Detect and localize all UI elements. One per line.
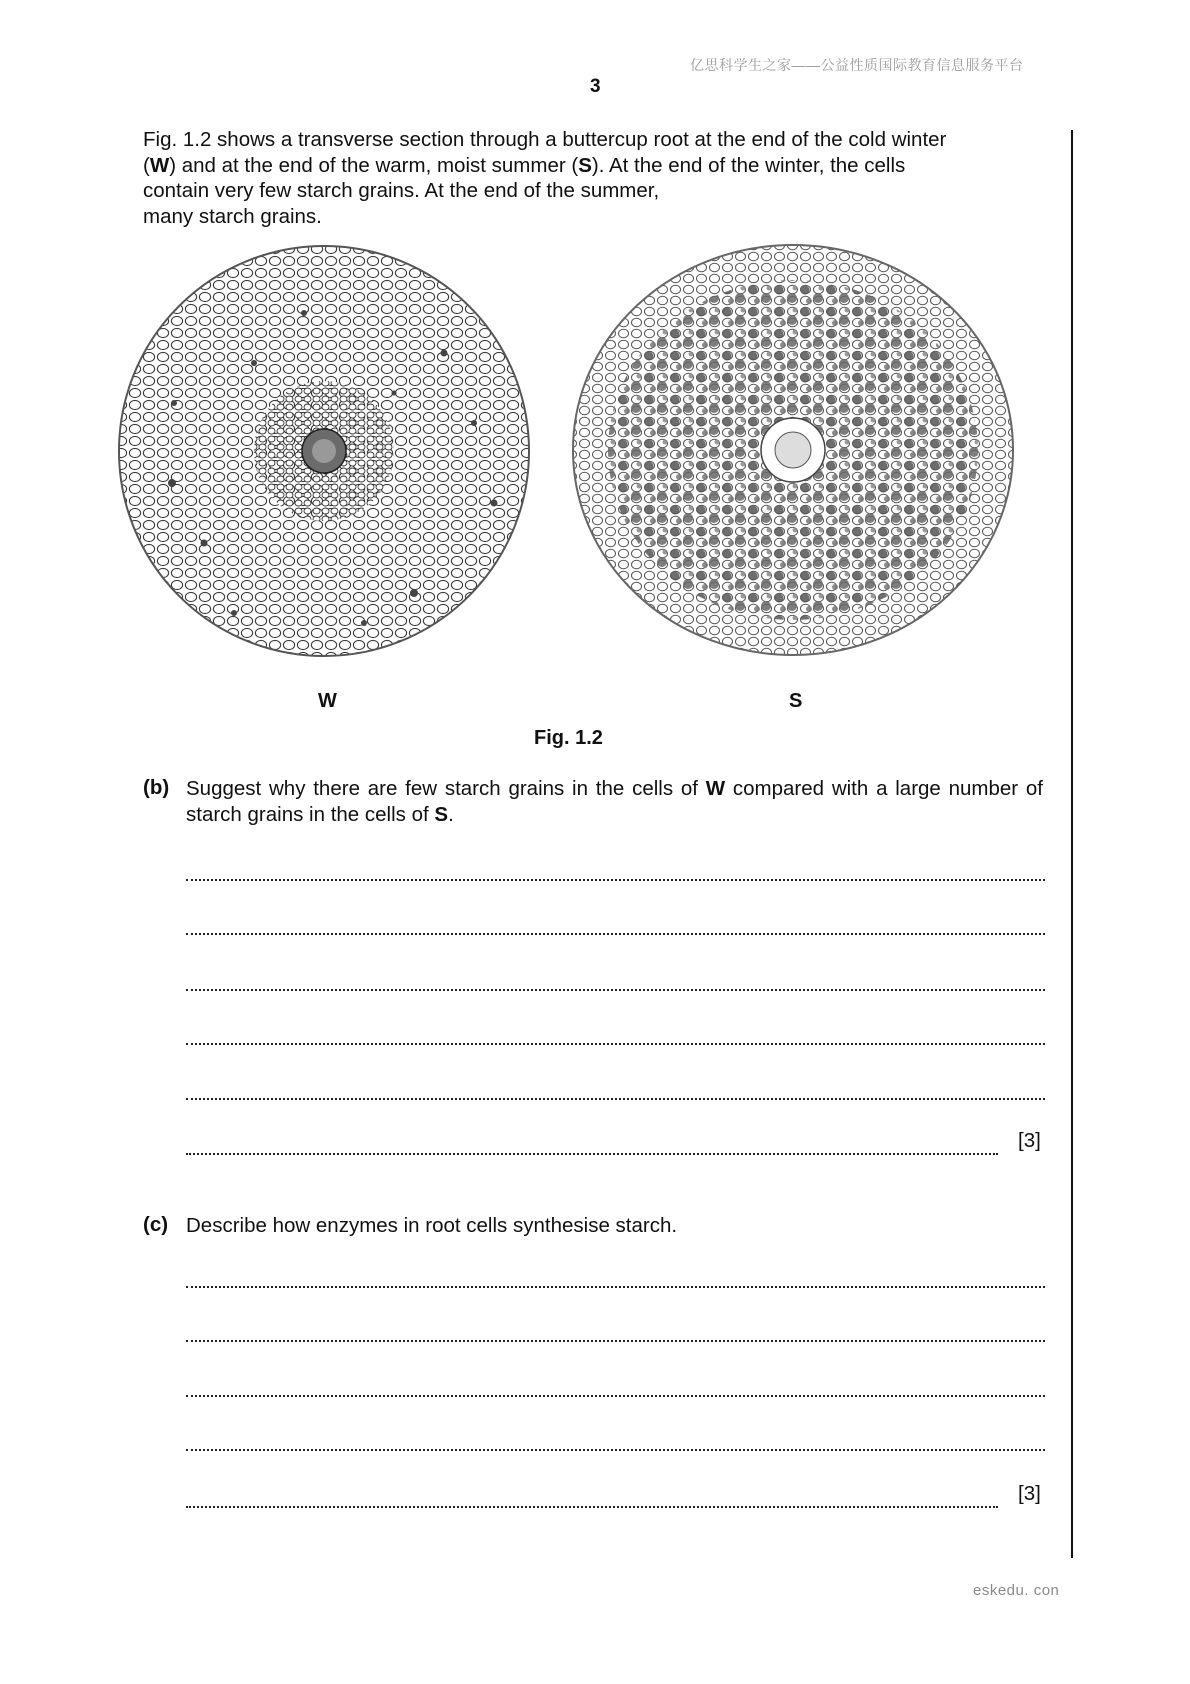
page-number: 3 [590, 76, 601, 97]
intro-line-3: contain very few starch grains. At the end of the summer, [143, 179, 660, 202]
question-c-text: Describe how enzymes in root cells synthesise starch. [186, 1214, 678, 1237]
answer-line-b-6[interactable] [186, 1153, 998, 1155]
intro-w-bold: W [149, 153, 170, 177]
question-b-w-bold: W [705, 777, 726, 800]
answer-line-b-2[interactable] [186, 933, 1045, 935]
answer-line-b-4[interactable] [186, 1043, 1045, 1045]
watermark-text: 亿思科学生之家——公益性质国际教育信息服务平台 [690, 57, 1024, 73]
intro-s-bold: S [578, 153, 592, 177]
figure-label-w: W [318, 690, 337, 712]
answer-line-c-1[interactable] [186, 1286, 1045, 1288]
answer-line-c-5[interactable] [186, 1506, 998, 1508]
question-c-letter: (c) [143, 1213, 169, 1236]
intro-line-1: Fig. 1.2 shows a transverse section through a buttercup root at the end of the cold winter [143, 128, 947, 151]
margin-rule [1071, 130, 1073, 1558]
intro-line-4: many starch grains. [143, 204, 322, 228]
question-b-text: Suggest why there are few starch grains in the cells of W compared with a large number of starch grains in the cells of S. [186, 777, 1043, 826]
figure-label-s: S [789, 690, 803, 712]
footer-site-text: eskedu. con [973, 1582, 1060, 1599]
answer-line-b-1[interactable] [186, 879, 1045, 881]
figure-caption: Fig. 1.2 [534, 727, 603, 749]
intro-paragraph [143, 127, 1043, 229]
intro-line-2: (W) and at the end of the warm, moist summer (S). At the end of the winter, the cells [143, 153, 906, 177]
question-b-letter: (b) [143, 776, 170, 799]
question-c-marks: [3] [1018, 1482, 1041, 1505]
question-b-s-bold: S [434, 803, 449, 826]
answer-line-c-3[interactable] [186, 1395, 1045, 1397]
question-b-marks: [3] [1018, 1129, 1041, 1152]
answer-line-b-5[interactable] [186, 1098, 1045, 1100]
micrograph-s [565, 240, 1025, 665]
micrograph-w [114, 243, 544, 663]
answer-line-c-2[interactable] [186, 1340, 1045, 1342]
answer-line-c-4[interactable] [186, 1449, 1045, 1451]
answer-line-b-3[interactable] [186, 989, 1045, 991]
